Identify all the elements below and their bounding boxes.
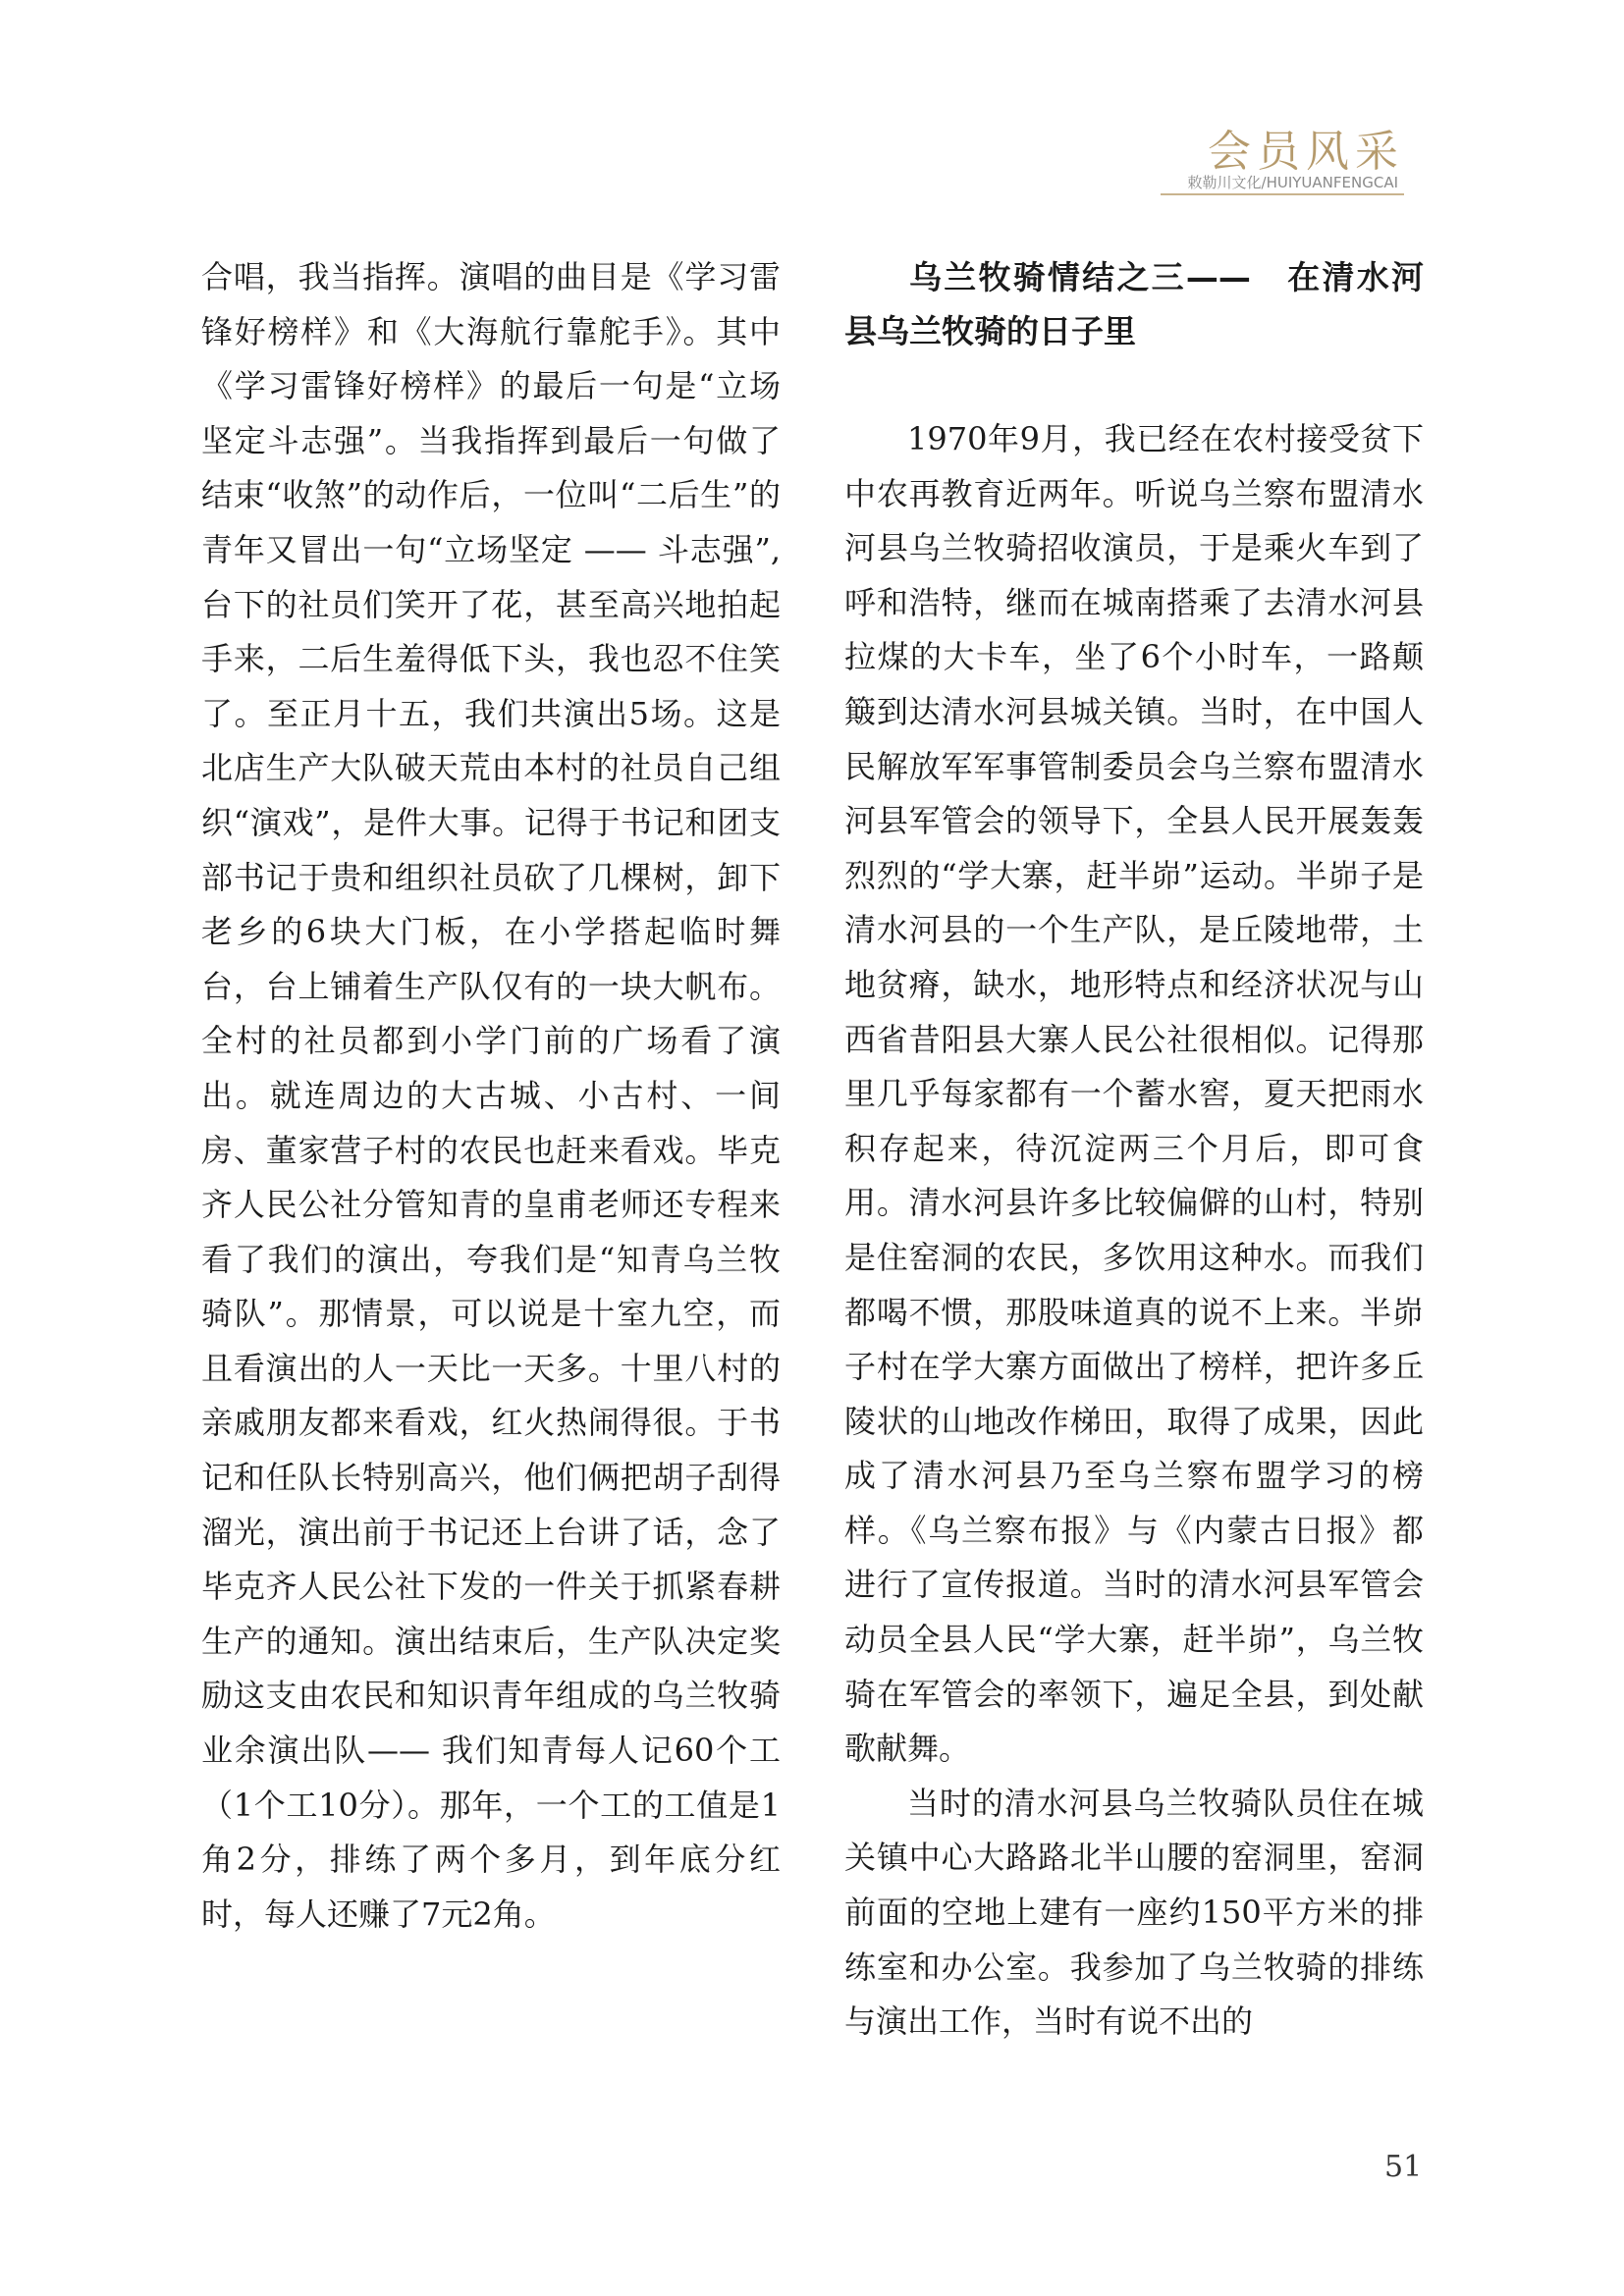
page-number: 51: [1384, 2150, 1423, 2184]
section-title: 会员风采: [1208, 127, 1404, 177]
body-paragraph: 1970年9月，我已经在农村接受贫下中农再教育近两年。听说乌兰察布盟清水河县乌兰牧骑招收演员，于是乘火车到了呼和浩特，继而在城南搭乘了去清水河县拉煤的大卡车，坐了6个小时车，一路颠簸到达清水河县城关镇。当时，在中国人民解放军军事管制委员会乌兰察布盟清水河县军管会的领导下，全县人民开展轰轰烈烈的“学大寨，赶半峁”运动。半峁子是清水河县的一个生产队，是丘陵地带，土地贫瘠，缺水，地形特点和经济状况与山西省昔阳县大寨人民公社很相似。记得那里几乎每家都有一个蓄水窖，夏天把雨水积存起来，待沉淀两三个月后，即可食用。清水河县许多比较偏僻的山村，特别是住窑洞的农民，多饮用这种水。而我们都喝不惯，那股味道真的说不上来。半峁子村在学大寨方面做出了榜样，把许多丘陵状的山地改作梯田，取得了成果，因此成了清水河县乃至乌兰察布盟学习的榜样。《乌兰察布报》与《内蒙古日报》都进行了宣传报道。当时的清水河县军管会动员全县人民“学大寨，赶半峁”，乌兰牧骑在军管会的率领下，遍足全县，到处献歌献舞。: [844, 420, 1424, 1768]
header-divider: [1161, 193, 1404, 195]
right-column: [844, 250, 1424, 2050]
body-paragraph: 当时的清水河县乌兰牧骑队员住在城关镇中心大路路北半山腰的窑洞里，窑洞前面的空地上建有一座约150平方米的排练室和办公室。我参加了乌兰牧骑的排练与演出工作，当时有说不出的: [844, 1784, 1424, 2041]
section-subtitle: 敕勒川文化/HUIYUANFENGCAI: [1187, 174, 1398, 191]
article-title: 乌兰牧骑情结之三—— 在清水河县乌兰牧骑的日子里: [844, 258, 1424, 350]
left-column: [201, 250, 781, 1942]
body-paragraph: 合唱，我当指挥。演唱的曲目是《学习雷锋好榜样》和《大海航行靠舵手》。其中《学习雷锋好榜样》的最后一句是“立场坚定斗志强”。当我指挥到最后一句做了结束“收煞”的动作后，一位叫“二后生”的青年又冒出一句“立场坚定 —— 斗志强”,台下的社员们笑开了花，甚至高兴地拍起手来，二后生羞得低下头，我也忍不住笑了。至正月十五，我们共演出5场。这是北店生产大队破天荒由本村的社员自己组织“演戏”，是件大事。记得于书记和团支部书记于贵和组织社员砍了几棵树，卸下老乡的6块大门板，在小学搭起临时舞台，台上铺着生产队仅有的一块大帆布。全村的社员都到小学门前的广场看了演出。就连周边的大古城、小古村、一间房、董家营子村的农民也赶来看戏。毕克齐人民公社分管知青的皇甫老师还专程来看了我们的演出，夸我们是“知青乌兰牧骑队”。那情景，可以说是十室九空，而且看演出的人一天比一天多。十里八村的亲戚朋友都来看戏，红火热闹得很。于书记和任队长特别高兴，他们俩把胡子刮得溜光，演出前于书记还上台讲了话，念了毕克齐人民公社下发的一件关于抓紧春耕生产的通知。演出结束后，生产队决定奖励这支由农民和知识青年组成的乌兰牧骑业余演出队—— 我们知青每人记60个工（1个工10分）。那年，一个工的工值是1角2分，排练了两个多月，到年底分红时，每人还赚了7元2角。: [201, 258, 781, 1933]
